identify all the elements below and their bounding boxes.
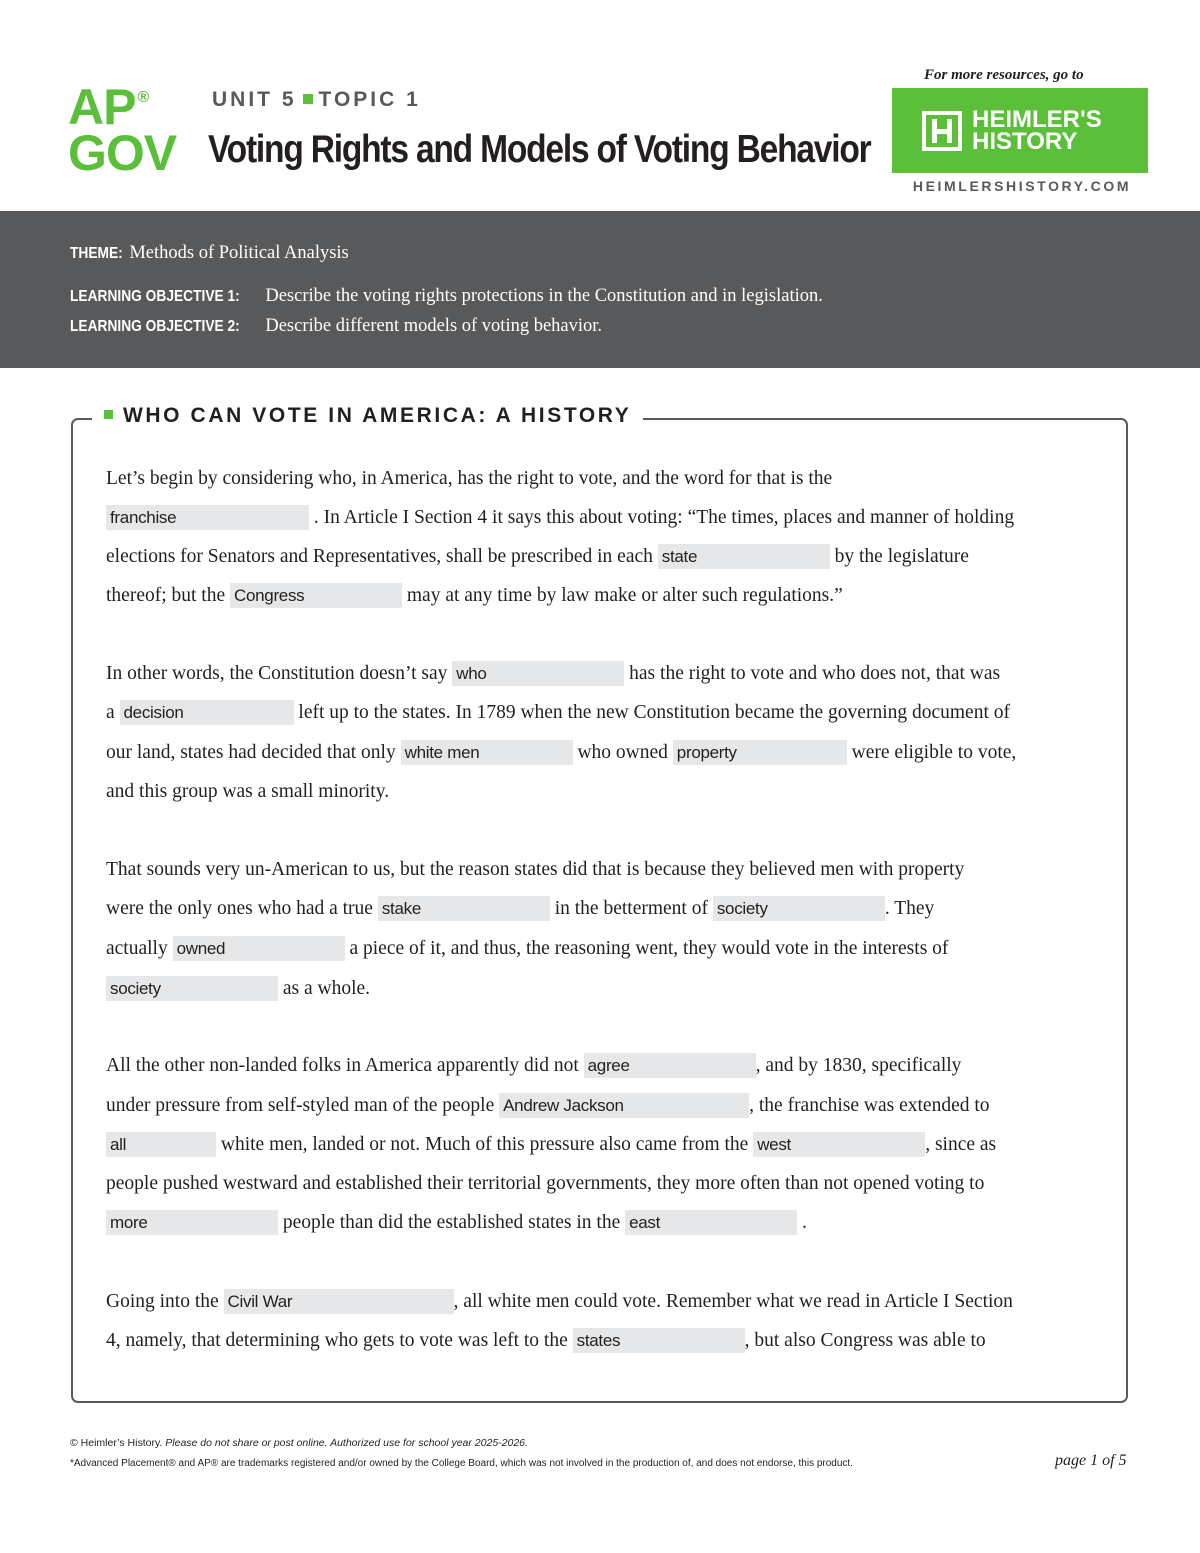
answer-blank-white-men[interactable]: white men — [401, 740, 573, 765]
answer-blank-agree[interactable]: agree — [584, 1053, 756, 1078]
page-number: page 1 of 5 — [1055, 1452, 1127, 1469]
text-span: as a whole. — [282, 978, 371, 999]
text-span: by the legislature — [834, 546, 969, 567]
text-span: . — [802, 1212, 807, 1233]
text-line — [106, 661, 1000, 687]
page-title: Voting Rights and Models of Voting Behavior — [208, 128, 871, 171]
text-span: , the franchise was extended to — [749, 1095, 990, 1116]
answer-blank-states[interactable]: states — [573, 1328, 745, 1353]
theme-text: Methods of Political Analysis — [129, 243, 349, 263]
logo-ap-text: AP — [68, 79, 136, 135]
answer-blank-society-2[interactable]: society — [106, 976, 278, 1001]
text-line — [106, 857, 964, 883]
text-span: In other words, the Constitution doesn’t say — [106, 663, 448, 684]
text-span: white men, landed or not. Much of this pressure also came from the — [220, 1134, 749, 1155]
text-line — [106, 1053, 961, 1079]
text-line — [106, 544, 969, 570]
ap-gov-logo — [68, 79, 198, 181]
text-span: . In Article I Section 4 it says this about voting: “The times, places and manner of holding — [313, 507, 1015, 528]
text-span: , all white men could vote. Remember what we read in Article I Section — [453, 1291, 1013, 1312]
answer-blank-more[interactable]: more — [106, 1210, 278, 1235]
copyright-text: © Heimler’s History. — [70, 1437, 163, 1449]
text-line — [106, 896, 934, 922]
text-span: elections for Senators and Representatives, shall be prescribed in each — [106, 546, 653, 567]
text-span: , and by 1830, specifically — [755, 1055, 962, 1076]
unit-label: UNIT 5 — [212, 88, 297, 111]
heimlers-history-logo[interactable] — [892, 88, 1148, 173]
text-line — [106, 976, 370, 1002]
brand-url-link[interactable]: HEIMLERSHISTORY.COM — [912, 178, 1132, 194]
text-span: people than did the established states in the — [282, 1212, 621, 1233]
text-span: . They — [884, 898, 935, 919]
text-line — [106, 1289, 1013, 1315]
text-line — [106, 505, 1014, 531]
resources-text: For more resources, go to — [924, 67, 1084, 83]
text-span: 4, namely, that determining who gets to vote was left to the — [106, 1330, 568, 1351]
answer-blank-congress[interactable]: Congress — [230, 583, 402, 608]
text-span: under pressure from self-styled man of the people — [106, 1095, 495, 1116]
answer-blank-property[interactable]: property — [673, 740, 847, 765]
answer-blank-all[interactable]: all — [106, 1132, 216, 1157]
text-line — [106, 1328, 986, 1354]
text-line — [106, 740, 1016, 766]
text-span: left up to the states. In 1789 when the new Constitution became the governing document of — [298, 702, 1010, 723]
text-line — [106, 466, 832, 492]
unit-topic-label — [212, 88, 421, 112]
answer-blank-society[interactable]: society — [713, 896, 885, 921]
answer-blank-civil-war[interactable]: Civil War — [224, 1289, 454, 1314]
heimlers-h-icon — [922, 111, 962, 151]
text-span: Let’s begin by considering who, in America, has the right to vote, and the word for that is the — [106, 468, 833, 489]
learning-objective-2-text: Describe different models of voting behavior. — [265, 316, 603, 336]
green-square-icon — [104, 410, 113, 419]
text-line — [106, 583, 843, 609]
trademark-notice: *Advanced Placement® and AP® are trademarks registered and/or owned by the College Board, which was not involved in the production of, and does not endorse, this product. — [70, 1458, 853, 1469]
text-span: thereof; but the — [106, 585, 226, 606]
section-heading-text: WHO CAN VOTE IN AMERICA: A HISTORY — [123, 404, 632, 427]
answer-blank-east[interactable]: east — [625, 1210, 797, 1235]
answer-blank-decision[interactable]: decision — [120, 700, 294, 725]
section-heading — [92, 404, 643, 428]
green-square-icon — [303, 94, 313, 104]
brand-line-2: HISTORY — [972, 127, 1078, 155]
usage-notice: Please do not share or post online. Authorized use for school year 2025-2026. — [165, 1437, 528, 1449]
text-line — [106, 1132, 996, 1158]
text-span: a piece of it, and thus, the reasoning went, they would vote in the interests of — [349, 938, 949, 959]
text-span: who owned — [577, 742, 668, 763]
text-line — [106, 936, 948, 962]
text-line — [106, 779, 389, 805]
text-span: has the right to vote and who does not, that was — [629, 663, 1001, 684]
text-span: , since as — [925, 1134, 997, 1155]
text-span: people pushed westward and established their territorial governments, they more often than not opened voting to — [106, 1173, 985, 1194]
text-line — [106, 700, 1010, 726]
theme-band — [0, 211, 1200, 368]
text-span: Going into the — [106, 1291, 219, 1312]
brand-line-1: HEIMLER'S — [972, 105, 1102, 133]
text-span: and this group was a small minority. — [106, 781, 390, 802]
text-span: That sounds very un-American to us, but the reason states did that is because they believed men with property — [106, 859, 965, 880]
copyright-notice — [70, 1437, 528, 1449]
answer-blank-who[interactable]: who — [452, 661, 624, 686]
logo-registered-mark: ® — [137, 89, 149, 106]
answer-blank-andrew-jackson[interactable]: Andrew Jackson — [499, 1093, 749, 1118]
text-span: All the other non-landed folks in America apparently did not — [106, 1055, 579, 1076]
answer-blank-owned[interactable]: owned — [173, 936, 345, 961]
learning-objective-1-text: Describe the voting rights protections in the Constitution and in legislation. — [265, 286, 823, 306]
text-span: a — [106, 702, 115, 723]
logo-gov-text: GOV — [68, 125, 177, 181]
text-span: our land, states had decided that only — [106, 742, 396, 763]
text-span: were the only ones who had a true — [106, 898, 373, 919]
text-span: may at any time by law make or alter such regulations.” — [406, 585, 843, 606]
theme-label: THEME: — [70, 245, 123, 262]
learning-objective-1-label: LEARNING OBJECTIVE 1: — [70, 288, 240, 305]
text-line — [106, 1171, 984, 1197]
topic-label: TOPIC 1 — [318, 88, 421, 111]
answer-blank-franchise[interactable]: franchise — [106, 505, 309, 530]
answer-blank-west[interactable]: west — [753, 1132, 925, 1157]
learning-objective-2-label: LEARNING OBJECTIVE 2: — [70, 318, 240, 335]
text-span: , but also Congress was able to — [744, 1330, 986, 1351]
text-span: were eligible to vote, — [851, 742, 1017, 763]
answer-blank-state[interactable]: state — [658, 544, 830, 569]
text-line — [106, 1210, 807, 1236]
text-line — [106, 1093, 990, 1119]
answer-blank-stake[interactable]: stake — [378, 896, 550, 921]
text-span: in the betterment of — [554, 898, 708, 919]
text-span: actually — [106, 938, 168, 959]
